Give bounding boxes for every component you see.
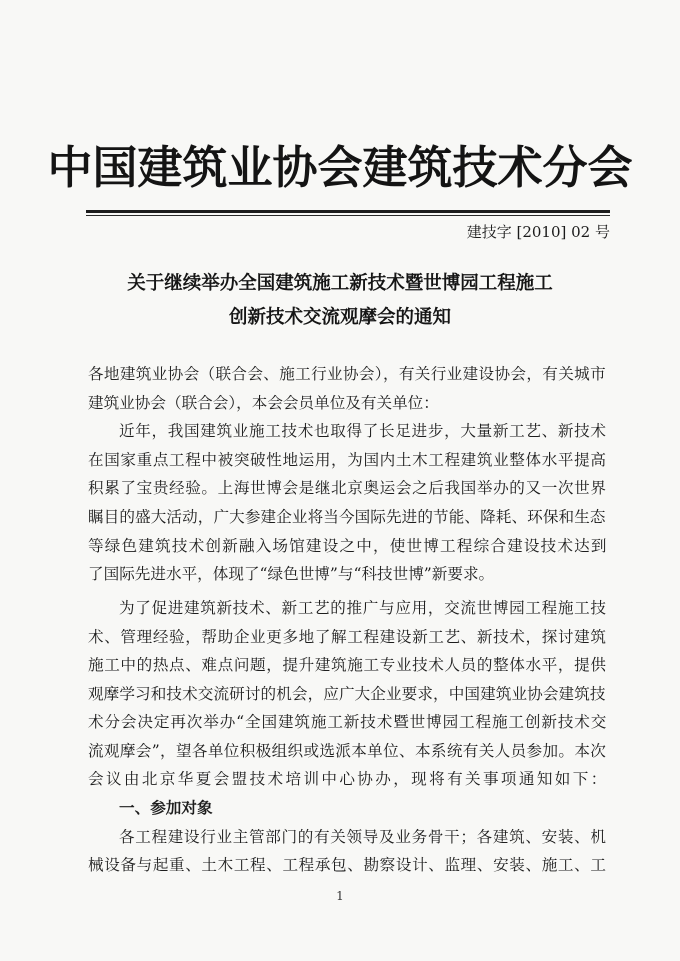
document-number: 建技字 [2010] 02 号 — [466, 223, 610, 241]
body-line: 各地建筑业协会（联合会、施工行业协会），有关行业建设协会，有关城市 — [88, 365, 607, 383]
header-rule-thin — [86, 215, 610, 216]
body-line: 各工程建设行业主管部门的有关领导及业务骨干；各建筑、安装、机 — [119, 828, 607, 846]
body-line: 瞩目的盛大活动，广大参建企业将当今国际先进的节能、降耗、环保和生态 — [88, 508, 606, 526]
header-rule-thick — [86, 210, 610, 213]
body-line: 械设备与起重、土木工程、工程承包、勘察设计、监理、安装、施工、工 — [88, 856, 607, 874]
organization-title: 中国建筑业协会建筑技术分会 — [47, 141, 633, 194]
body-line: 会议由北京华夏会盟技术培训中心协办，现将有关事项通知如下： — [88, 770, 609, 788]
body-line: 建筑业协会（联合会），本会会员单位及有关单位： — [88, 394, 439, 412]
page-number: 1 — [336, 889, 344, 903]
body-line: 近年，我国建筑业施工技术也取得了长足进步，大量新工艺、新技术 — [119, 422, 607, 440]
section-heading: 一、参加对象 — [119, 798, 213, 817]
body-line: 在国家重点工程中被突破性地运用，为国内土木工程建筑业整体水平提高 — [88, 451, 607, 469]
notice-title-line-2: 创新技术交流观摩会的通知 — [228, 307, 451, 328]
body-line: 了国际先进水平，体现了“绿色世博”与“科技世博”新要求。 — [88, 565, 495, 583]
body-line: 为了促进建筑新技术、新工艺的推广与应用，交流世博园工程施工技 — [119, 599, 607, 617]
body-line: 积累了宝贵经验。上海世博会是继北京奥运会之后我国举办的又一次世界 — [88, 479, 607, 497]
notice-title-line-1: 关于继续举办全国建筑施工新技术暨世博园工程施工 — [127, 273, 553, 294]
body-line: 术分会决定再次举办“全国建筑施工新技术暨世博园工程施工创新技术交 — [88, 713, 608, 731]
body-line: 流观摩会”，望各单位积极组织或选派本单位、本系统有关人员参加。本次 — [88, 742, 607, 760]
body-line: 施工中的热点、难点问题，提升建筑施工专业技术人员的整体水平，提供 — [88, 656, 607, 674]
body-line: 等绿色建筑技术创新融入场馆建设之中，使世博工程综合建设技术达到 — [88, 537, 608, 555]
body-line: 术、管理经验，帮助企业更多地了解工程建设新工艺、新技术，探讨建筑 — [88, 628, 607, 646]
body-line: 观摩学习和技术交流研讨的机会，应广大企业要求，中国建筑业协会建筑技 — [88, 685, 606, 703]
